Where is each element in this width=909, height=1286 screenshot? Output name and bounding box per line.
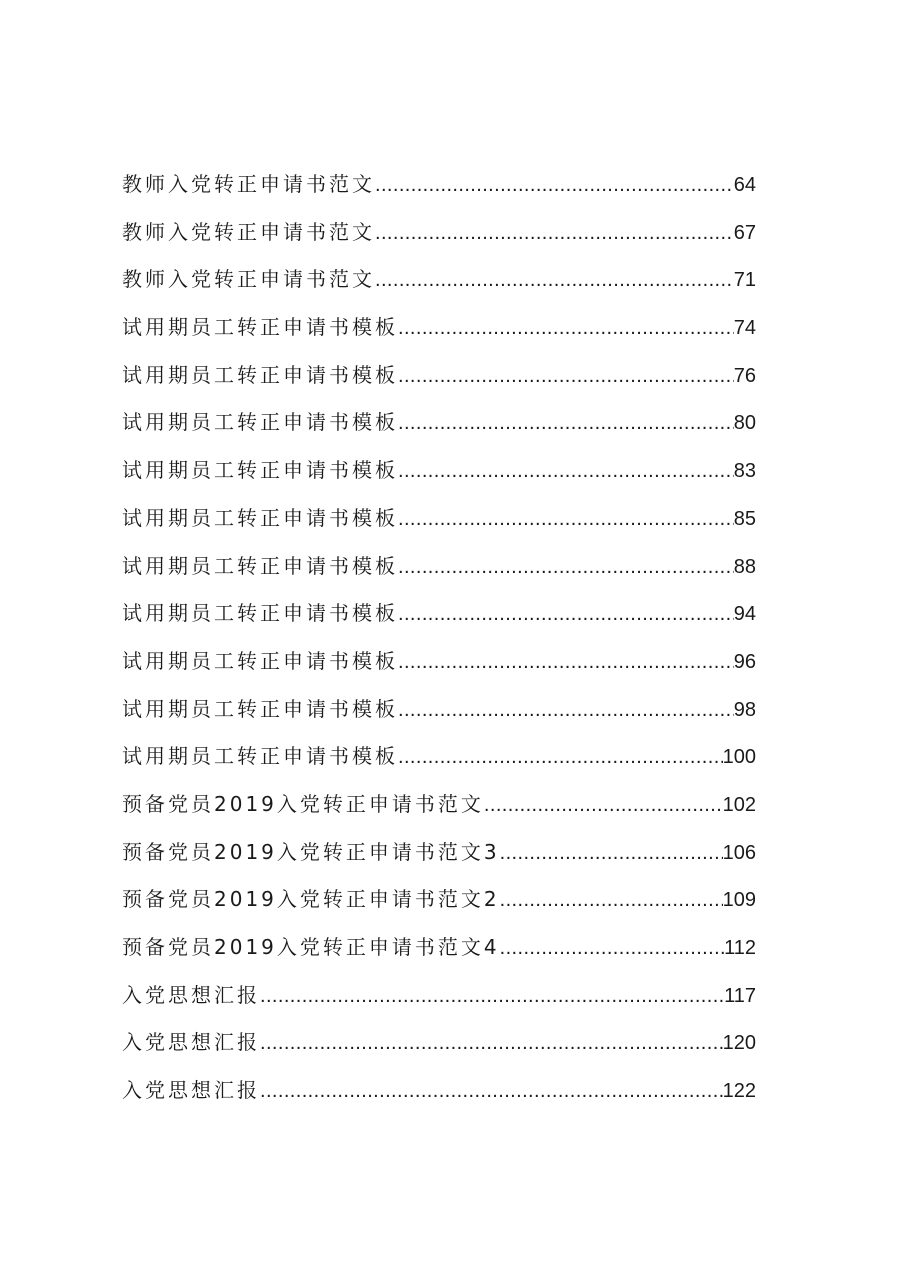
- toc-leader-dots: [398, 496, 734, 544]
- toc-entry-title: 入党思想汇报: [122, 1030, 260, 1055]
- toc-entry-title: 试用期员工转正申请书模板: [122, 648, 398, 673]
- toc-leader-dots: [484, 782, 723, 830]
- toc-entry-page: 100: [722, 746, 756, 769]
- toc-entry-title: 预备党员2019入党转正申请书范文4: [122, 935, 500, 959]
- toc-entry[interactable]: [122, 638, 756, 686]
- toc-leader-dots: [375, 162, 734, 210]
- toc-entry[interactable]: [122, 686, 756, 734]
- toc-entry-page: 112: [724, 937, 756, 959]
- toc-entry-title: 预备党员2019入党转正申请书范文3: [122, 839, 500, 864]
- toc-entry[interactable]: [122, 590, 756, 638]
- toc-entry[interactable]: [122, 495, 756, 543]
- toc-entry-title: 试用期员工转正申请书模板: [122, 315, 398, 340]
- toc-entry[interactable]: [122, 352, 756, 400]
- table-of-contents: [122, 161, 756, 1115]
- toc-entry-page: 76: [733, 364, 756, 387]
- toc-entry-page: 83: [733, 460, 756, 483]
- toc-entry-page: 120: [722, 1032, 756, 1055]
- toc-leader-dots: [260, 973, 724, 1021]
- toc-entry-title: 试用期员工转正申请书模板: [122, 601, 398, 626]
- toc-entry[interactable]: [122, 1067, 756, 1115]
- toc-entry[interactable]: [122, 876, 756, 924]
- toc-leader-dots: [500, 877, 723, 925]
- toc-leader-dots: [398, 639, 734, 687]
- toc-entry[interactable]: [122, 256, 756, 304]
- toc-entry-title: 试用期员工转正申请书模板: [122, 362, 398, 387]
- toc-leader-dots: [398, 591, 734, 639]
- toc-entry[interactable]: [122, 829, 756, 877]
- toc-entry[interactable]: [122, 399, 756, 447]
- toc-entry[interactable]: [122, 209, 756, 257]
- toc-entry[interactable]: [122, 543, 756, 591]
- toc-leader-dots: [398, 353, 734, 401]
- toc-leader-dots: [398, 734, 723, 782]
- toc-entry-title: 试用期员工转正申请书模板: [122, 744, 398, 769]
- toc-entry-title: 教师入党转正申请书范文: [122, 219, 375, 244]
- toc-entry-title: 预备党员2019入党转正申请书范文: [122, 791, 484, 816]
- toc-entry-page: 85: [733, 507, 756, 530]
- toc-entry[interactable]: [122, 161, 756, 209]
- toc-entry-page: 74: [733, 317, 756, 340]
- toc-entry-page: 106: [722, 841, 756, 864]
- toc-entry[interactable]: [122, 447, 756, 495]
- toc-leader-dots: [398, 305, 734, 353]
- toc-entry-page: 94: [733, 603, 756, 626]
- toc-entry-page: 80: [733, 412, 756, 435]
- toc-entry-title: 试用期员工转正申请书模板: [122, 505, 398, 530]
- toc-entry-page: 98: [733, 698, 756, 721]
- toc-entry-page: 71: [733, 269, 756, 292]
- toc-leader-dots: [375, 210, 734, 258]
- toc-entry-title: 预备党员2019入党转正申请书范文2: [122, 887, 500, 912]
- toc-entry-page: 109: [722, 889, 756, 912]
- toc-entry-title: 教师入党转正申请书范文: [122, 267, 375, 292]
- toc-leader-dots: [260, 1020, 723, 1068]
- toc-entry-page: 88: [733, 555, 756, 578]
- toc-entry-title: 试用期员工转正申请书模板: [122, 553, 398, 578]
- toc-leader-dots: [398, 544, 734, 592]
- toc-entry[interactable]: [122, 733, 756, 781]
- toc-entry-page: 67: [733, 221, 756, 244]
- toc-entry-title: 教师入党转正申请书范文: [122, 172, 375, 196]
- toc-leader-dots: [500, 925, 724, 973]
- toc-leader-dots: [398, 448, 734, 496]
- toc-entry-page: 122: [722, 1080, 756, 1103]
- toc-entry-title: 试用期员工转正申请书模板: [122, 696, 398, 721]
- toc-entry[interactable]: [122, 781, 756, 829]
- toc-leader-dots: [500, 830, 723, 878]
- toc-entry-title: 入党思想汇报: [122, 1078, 260, 1103]
- toc-leader-dots: [398, 400, 734, 448]
- toc-leader-dots: [375, 257, 734, 305]
- toc-entry-title: 入党思想汇报: [122, 982, 260, 1007]
- toc-entry-page: 117: [724, 984, 756, 1007]
- toc-entry-page: 102: [722, 793, 756, 816]
- toc-entry-title: 试用期员工转正申请书模板: [122, 458, 398, 483]
- toc-entry[interactable]: [122, 304, 756, 352]
- toc-leader-dots: [260, 1068, 723, 1116]
- toc-entry[interactable]: [122, 1019, 756, 1067]
- toc-entry-title: 试用期员工转正申请书模板: [122, 410, 398, 435]
- toc-entry[interactable]: [122, 972, 756, 1020]
- toc-entry-page: 96: [733, 650, 756, 673]
- toc-leader-dots: [398, 687, 734, 735]
- toc-entry[interactable]: [122, 924, 756, 972]
- toc-entry-page: 64: [733, 174, 756, 196]
